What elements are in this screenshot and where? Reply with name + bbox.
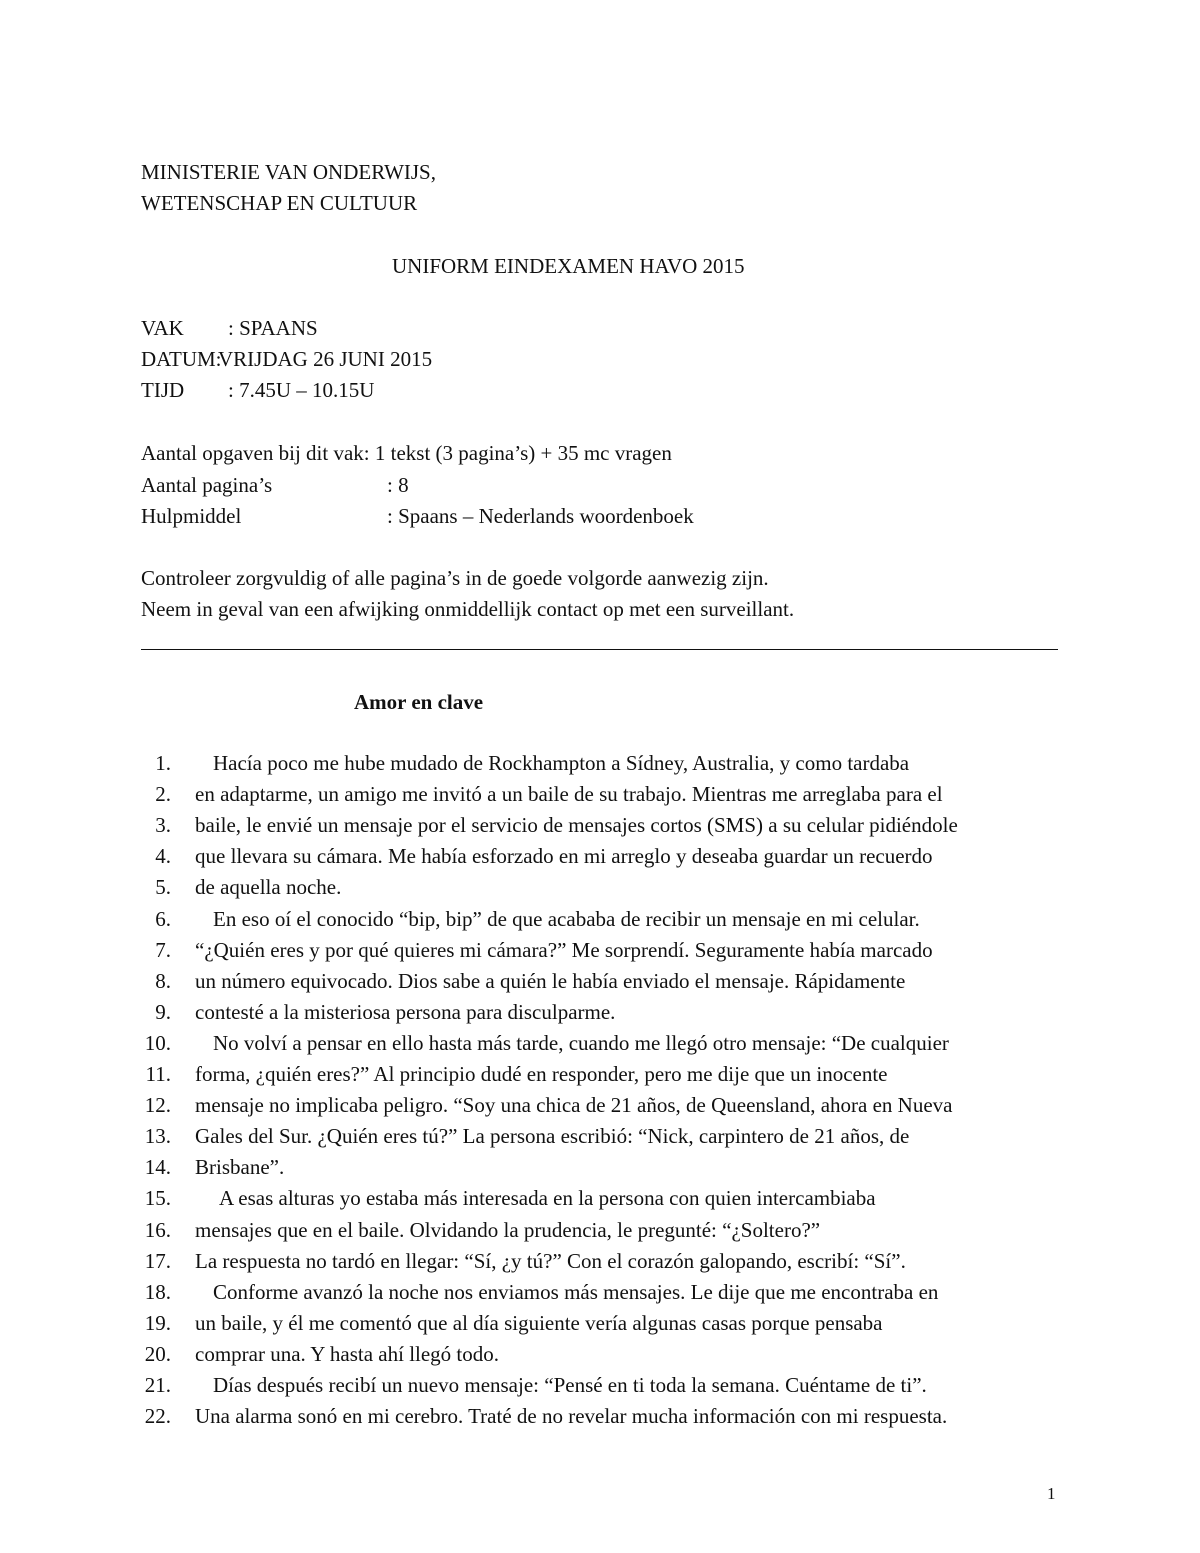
line-number: 7. (155, 937, 171, 962)
line-text: En eso oí el conocido “bip, bip” de que acababa de recibir un mensaje en mi celular. (213, 906, 920, 931)
line-text: Gales del Sur. ¿Quién eres tú?” La persona escribió: “Nick, carpintero de 21 años, de (195, 1124, 910, 1149)
line-number: 9. (155, 999, 171, 1024)
datum-value: VRIJDAG 26 JUNI 2015 (218, 347, 433, 371)
line-number: 4. (155, 844, 171, 869)
line-number: 11. (145, 1062, 171, 1086)
line-text: baile, le envié un mensaje por el servicio de mensajes cortos (SMS) a su celular pidiéndole (195, 813, 958, 838)
line-text: A esas alturas yo estaba más interesada en la persona con quien intercambiaba (219, 1186, 876, 1211)
vak-label: VAK (141, 316, 184, 340)
opgaven-line: Aantal opgaven bij dit vak: 1 tekst (3 pagina’s) + 35 mc vragen (141, 441, 672, 465)
line-number: 21. (144, 1373, 171, 1397)
line-text: Brisbane”. (195, 1155, 285, 1180)
line-number: 10. (144, 1030, 171, 1055)
line-text: que llevara su cámara. Me había esforzado en mi arreglo y deseaba guardar un recuerdo (195, 844, 933, 869)
line-text: comprar una. Y hasta ahí llegó todo. (195, 1341, 500, 1366)
line-number: 3. (155, 813, 171, 838)
horizontal-rule (141, 649, 1058, 650)
line-number: 17. (144, 1248, 171, 1273)
line-text: Una alarma sonó en mi cerebro. Traté de no revelar mucha información con mi respuesta. (195, 1404, 948, 1429)
instruction-line-1: Controleer zorgvuldig of alle pagina’s in de goede volgorde aanwezig zijn. (141, 566, 769, 590)
line-number: 6. (155, 906, 171, 931)
line-number: 22. (144, 1404, 171, 1429)
tijd-value: : 7.45U – 10.15U (228, 378, 375, 402)
line-number: 13. (144, 1124, 171, 1149)
line-number: 2. (155, 782, 171, 807)
datum-label: DATUM: (141, 347, 222, 371)
line-number: 1. (155, 751, 171, 775)
line-text: mensajes que en el baile. Olvidando la prudencia, le pregunté: “¿Soltero?” (195, 1217, 821, 1242)
hulpmiddel-label: Hulpmiddel (141, 504, 242, 528)
paginas-value: : 8 (387, 473, 409, 497)
ministry-line-1: MINISTERIE VAN ONDERWIJS, (141, 160, 436, 184)
ministry-line-2: WETENSCHAP EN CULTUUR (141, 191, 418, 215)
line-number: 16. (144, 1217, 171, 1242)
line-text: forma, ¿quién eres?” Al principio dudé en responder, pero me dije que un inocente (195, 1062, 888, 1086)
line-text: Días después recibí un nuevo mensaje: “Pensé en ti toda la semana. Cuéntame de ti”. (213, 1373, 927, 1397)
line-text: contesté a la misteriosa persona para disculparme. (195, 999, 616, 1024)
line-text: La respuesta no tardó en llegar: “Sí, ¿y tú?” Con el corazón galopando, escribí: “Sí”. (195, 1248, 906, 1273)
tijd-label: TIJD (141, 378, 185, 402)
line-text: Hacía poco me hube mudado de Rockhampton a Sídney, Australia, y como tardaba (213, 751, 910, 775)
line-text: No volví a pensar en ello hasta más tarde, cuando me llegó otro mensaje: “De cualquier (213, 1030, 949, 1055)
exam-title: UNIFORM EINDEXAMEN HAVO 2015 (392, 254, 745, 278)
hulpmiddel-value: : Spaans – Nederlands woordenboek (387, 504, 694, 528)
line-text: de aquella noche. (195, 875, 342, 900)
line-text: mensaje no implicaba peligro. “Soy una chica de 21 años, de Queensland, ahora en Nueva (195, 1093, 953, 1118)
line-number: 5. (155, 875, 171, 900)
line-text: en adaptarme, un amigo me invitó a un baile de su trabajo. Mientras me arreglaba para el (195, 782, 943, 807)
line-text: un baile, y él me comentó que al día siguiente vería algunas casas porque pensaba (195, 1310, 883, 1335)
page-number: 1 (1047, 1484, 1056, 1503)
text-title: Amor en clave (354, 690, 484, 714)
line-text: un número equivocado. Dios sabe a quién le había enviado el mensaje. Rápidamente (195, 968, 906, 993)
vak-value: : SPAANS (228, 316, 318, 340)
line-number: 14. (144, 1155, 171, 1180)
line-number: 20. (144, 1341, 171, 1366)
line-number: 19. (144, 1310, 171, 1335)
line-text: “¿Quién eres y por qué quieres mi cámara?” Me sorprendí. Seguramente había marcado (195, 937, 933, 962)
paginas-label: Aantal pagina’s (141, 473, 273, 497)
line-text: Conforme avanzó la noche nos enviamos más mensajes. Le dije que me encontraba en (213, 1279, 939, 1304)
line-number: 12. (144, 1093, 171, 1118)
line-number: 15. (144, 1186, 171, 1211)
line-number: 18. (144, 1279, 171, 1304)
line-number: 8. (155, 968, 171, 993)
instruction-line-2: Neem in geval van een afwijking onmiddellijk contact op met een surveillant. (141, 597, 795, 621)
